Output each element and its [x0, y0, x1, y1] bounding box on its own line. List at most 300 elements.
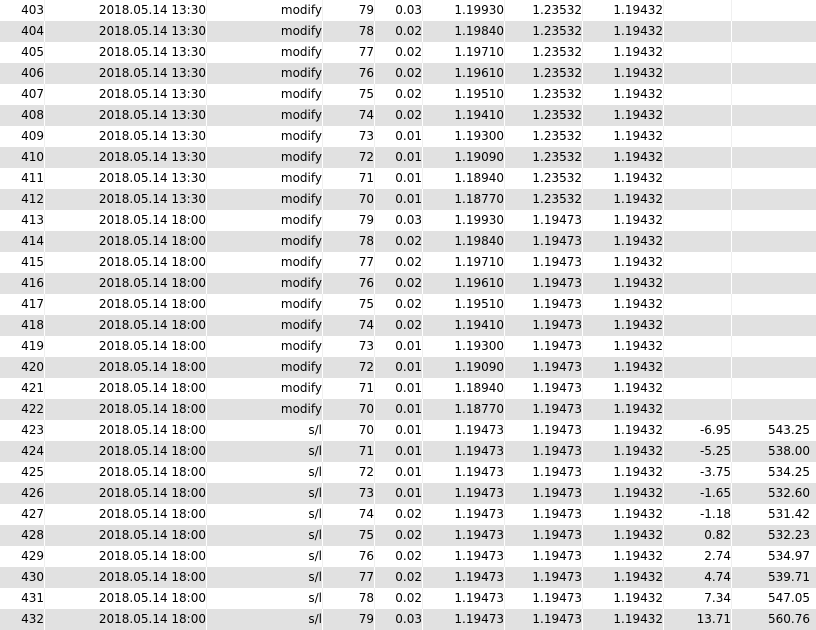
row-number-cell: 414 [0, 231, 45, 252]
type-cell: modify [208, 189, 323, 210]
table-row[interactable] [0, 21, 816, 42]
order-cell: 70 [324, 399, 375, 420]
order-cell: 78 [324, 588, 375, 609]
take-profit-cell: 1.19432 [584, 147, 664, 168]
profit-cell: -1.18 [665, 504, 732, 525]
price-cell: 1.18770 [424, 399, 505, 420]
size-cell: 0.02 [376, 567, 423, 588]
balance-cell: 532.23 [768, 528, 810, 542]
take-profit-cell: 1.19432 [584, 567, 664, 588]
table-row[interactable] [0, 252, 816, 273]
time-cell: 2018.05.14 18:00 [46, 525, 207, 546]
type-cell: modify [208, 21, 323, 42]
balance-cell [733, 252, 810, 273]
size-cell: 0.02 [376, 231, 423, 252]
table-row[interactable] [0, 189, 816, 210]
order-cell: 70 [324, 189, 375, 210]
type-cell: s/l [208, 504, 323, 525]
order-cell: 78 [324, 231, 375, 252]
balance-cell [733, 63, 810, 84]
time-cell: 2018.05.14 13:30 [46, 105, 207, 126]
type-cell: modify [208, 231, 323, 252]
price-cell: 1.19510 [424, 84, 505, 105]
row-number-cell: 417 [0, 294, 45, 315]
order-cell: 77 [324, 252, 375, 273]
table-row[interactable] [0, 84, 816, 105]
time-cell: 2018.05.14 18:00 [46, 504, 207, 525]
order-cell: 77 [324, 42, 375, 63]
price-cell: 1.19473 [424, 504, 505, 525]
table-row[interactable] [0, 168, 816, 189]
profit-cell: -3.75 [665, 462, 732, 483]
size-cell: 0.02 [376, 84, 423, 105]
type-cell: modify [208, 336, 323, 357]
type-cell: s/l [208, 441, 323, 462]
order-cell: 71 [324, 441, 375, 462]
balance-cell: 532.60 [768, 486, 810, 500]
price-cell: 1.19300 [424, 336, 505, 357]
type-cell: modify [208, 168, 323, 189]
size-cell: 0.01 [376, 483, 423, 504]
row-number-cell: 403 [0, 0, 45, 21]
order-cell: 78 [324, 21, 375, 42]
type-cell: modify [208, 378, 323, 399]
row-number-cell: 412 [0, 189, 45, 210]
take-profit-cell: 1.19432 [584, 336, 664, 357]
type-cell: modify [208, 0, 323, 21]
balance-cell [733, 294, 810, 315]
price-cell: 1.18770 [424, 189, 505, 210]
order-cell: 76 [324, 63, 375, 84]
profit-cell: -6.95 [665, 420, 732, 441]
profit-cell [665, 252, 732, 273]
row-number-cell: 418 [0, 315, 45, 336]
table-row[interactable] [0, 525, 816, 546]
price-cell: 1.19510 [424, 294, 505, 315]
size-cell: 0.01 [376, 441, 423, 462]
table-row[interactable] [0, 273, 816, 294]
time-cell: 2018.05.14 13:30 [46, 63, 207, 84]
take-profit-cell: 1.19432 [584, 252, 664, 273]
table-row[interactable] [0, 357, 816, 378]
profit-cell [665, 273, 732, 294]
size-cell: 0.02 [376, 546, 423, 567]
size-cell: 0.03 [376, 609, 423, 630]
stop-loss-cell: 1.23532 [506, 168, 583, 189]
time-cell: 2018.05.14 13:30 [46, 21, 207, 42]
type-cell: s/l [208, 462, 323, 483]
stop-loss-cell: 1.23532 [506, 189, 583, 210]
profit-cell [665, 231, 732, 252]
type-cell: modify [208, 357, 323, 378]
stop-loss-cell: 1.19473 [506, 315, 583, 336]
stop-loss-cell: 1.23532 [506, 42, 583, 63]
order-cell: 76 [324, 546, 375, 567]
price-cell: 1.19840 [424, 231, 505, 252]
profit-cell [665, 168, 732, 189]
row-number-cell: 406 [0, 63, 45, 84]
time-cell: 2018.05.14 18:00 [46, 441, 207, 462]
take-profit-cell: 1.19432 [584, 63, 664, 84]
row-number-cell: 431 [0, 588, 45, 609]
balance-cell [733, 126, 810, 147]
price-cell: 1.19930 [424, 210, 505, 231]
size-cell: 0.02 [376, 105, 423, 126]
size-cell: 0.01 [376, 462, 423, 483]
time-cell: 2018.05.14 18:00 [46, 378, 207, 399]
type-cell: modify [208, 105, 323, 126]
time-cell: 2018.05.14 13:30 [46, 42, 207, 63]
size-cell: 0.01 [376, 147, 423, 168]
price-cell: 1.19410 [424, 315, 505, 336]
order-cell: 75 [324, 294, 375, 315]
time-cell: 2018.05.14 18:00 [46, 315, 207, 336]
order-cell: 70 [324, 420, 375, 441]
stop-loss-cell: 1.23532 [506, 147, 583, 168]
stop-loss-cell: 1.23532 [506, 84, 583, 105]
take-profit-cell: 1.19432 [584, 42, 664, 63]
time-cell: 2018.05.14 13:30 [46, 84, 207, 105]
take-profit-cell: 1.19432 [584, 588, 664, 609]
size-cell: 0.02 [376, 588, 423, 609]
table-row[interactable] [0, 441, 816, 462]
profit-cell: 4.74 [665, 567, 732, 588]
time-cell: 2018.05.14 18:00 [46, 273, 207, 294]
profit-cell [665, 84, 732, 105]
stop-loss-cell: 1.23532 [506, 0, 583, 21]
stop-loss-cell: 1.23532 [506, 21, 583, 42]
profit-cell [665, 294, 732, 315]
size-cell: 0.01 [376, 357, 423, 378]
row-number-cell: 424 [0, 441, 45, 462]
size-cell: 0.03 [376, 0, 423, 21]
take-profit-cell: 1.19432 [584, 21, 664, 42]
size-cell: 0.01 [376, 378, 423, 399]
order-cell: 74 [324, 315, 375, 336]
table-row[interactable] [0, 588, 816, 609]
price-cell: 1.19473 [424, 483, 505, 504]
balance-cell: 534.25 [768, 465, 810, 479]
row-number-cell: 421 [0, 378, 45, 399]
price-cell: 1.19473 [424, 546, 505, 567]
balance-cell: 539.71 [768, 570, 810, 584]
type-cell: s/l [208, 525, 323, 546]
price-cell: 1.19410 [424, 105, 505, 126]
order-cell: 73 [324, 483, 375, 504]
order-cell: 74 [324, 105, 375, 126]
take-profit-cell: 1.19432 [584, 126, 664, 147]
stop-loss-cell: 1.19473 [506, 378, 583, 399]
type-cell: modify [208, 315, 323, 336]
take-profit-cell: 1.19432 [584, 0, 664, 21]
profit-cell: 0.82 [665, 525, 732, 546]
type-cell: s/l [208, 420, 323, 441]
time-cell: 2018.05.14 13:30 [46, 168, 207, 189]
type-cell: modify [208, 42, 323, 63]
size-cell: 0.02 [376, 294, 423, 315]
profit-cell [665, 126, 732, 147]
balance-cell [733, 21, 810, 42]
profit-cell [665, 210, 732, 231]
price-cell: 1.19610 [424, 63, 505, 84]
stop-loss-cell: 1.19473 [506, 546, 583, 567]
profit-cell: -5.25 [665, 441, 732, 462]
time-cell: 2018.05.14 18:00 [46, 399, 207, 420]
order-cell: 77 [324, 567, 375, 588]
price-cell: 1.19090 [424, 357, 505, 378]
order-cell: 73 [324, 336, 375, 357]
table-row[interactable] [0, 462, 816, 483]
balance-cell: 538.00 [768, 444, 810, 458]
price-cell: 1.19473 [424, 420, 505, 441]
order-cell: 75 [324, 84, 375, 105]
size-cell: 0.02 [376, 42, 423, 63]
type-cell: s/l [208, 483, 323, 504]
size-cell: 0.02 [376, 315, 423, 336]
profit-cell: 2.74 [665, 546, 732, 567]
profit-cell [665, 42, 732, 63]
balance-cell [733, 168, 810, 189]
row-number-cell: 408 [0, 105, 45, 126]
time-cell: 2018.05.14 18:00 [46, 609, 207, 630]
table-row[interactable] [0, 105, 816, 126]
time-cell: 2018.05.14 18:00 [46, 210, 207, 231]
time-cell: 2018.05.14 18:00 [46, 462, 207, 483]
balance-cell [733, 210, 810, 231]
profit-cell [665, 336, 732, 357]
table-row[interactable] [0, 420, 816, 441]
price-cell: 1.19300 [424, 126, 505, 147]
table-row[interactable] [0, 567, 816, 588]
type-cell: s/l [208, 588, 323, 609]
take-profit-cell: 1.19432 [584, 420, 664, 441]
row-number-cell: 428 [0, 525, 45, 546]
order-cell: 79 [324, 210, 375, 231]
type-cell: modify [208, 294, 323, 315]
take-profit-cell: 1.19432 [584, 441, 664, 462]
type-cell: modify [208, 126, 323, 147]
balance-cell: 531.42 [768, 507, 810, 521]
row-number-cell: 407 [0, 84, 45, 105]
profit-cell [665, 63, 732, 84]
order-cell: 73 [324, 126, 375, 147]
size-cell: 0.01 [376, 399, 423, 420]
take-profit-cell: 1.19432 [584, 189, 664, 210]
row-number-cell: 410 [0, 147, 45, 168]
size-cell: 0.03 [376, 210, 423, 231]
time-cell: 2018.05.14 13:30 [46, 126, 207, 147]
table-row[interactable] [0, 483, 816, 504]
row-number-cell: 404 [0, 21, 45, 42]
table-row[interactable] [0, 315, 816, 336]
type-cell: modify [208, 84, 323, 105]
time-cell: 2018.05.14 18:00 [46, 420, 207, 441]
time-cell: 2018.05.14 18:00 [46, 567, 207, 588]
row-number-cell: 413 [0, 210, 45, 231]
balance-cell: 547.05 [768, 591, 810, 605]
price-cell: 1.18940 [424, 168, 505, 189]
order-cell: 79 [324, 0, 375, 21]
order-cell: 71 [324, 378, 375, 399]
type-cell: modify [208, 252, 323, 273]
take-profit-cell: 1.19432 [584, 462, 664, 483]
size-cell: 0.02 [376, 252, 423, 273]
balance-cell [733, 147, 810, 168]
order-cell: 71 [324, 168, 375, 189]
stop-loss-cell: 1.19473 [506, 462, 583, 483]
balance-cell [733, 399, 810, 420]
profit-cell [665, 147, 732, 168]
time-cell: 2018.05.14 18:00 [46, 294, 207, 315]
size-cell: 0.01 [376, 420, 423, 441]
size-cell: 0.01 [376, 189, 423, 210]
balance-cell [733, 357, 810, 378]
take-profit-cell: 1.19432 [584, 504, 664, 525]
time-cell: 2018.05.14 18:00 [46, 588, 207, 609]
time-cell: 2018.05.14 18:00 [46, 357, 207, 378]
order-cell: 72 [324, 147, 375, 168]
take-profit-cell: 1.19432 [584, 378, 664, 399]
table-row[interactable] [0, 378, 816, 399]
type-cell: modify [208, 63, 323, 84]
price-cell: 1.19930 [424, 0, 505, 21]
type-cell: modify [208, 273, 323, 294]
row-number-cell: 416 [0, 273, 45, 294]
price-cell: 1.19610 [424, 273, 505, 294]
stop-loss-cell: 1.23532 [506, 63, 583, 84]
table-row[interactable] [0, 504, 816, 525]
table-row[interactable] [0, 294, 816, 315]
price-cell: 1.19473 [424, 567, 505, 588]
type-cell: modify [208, 399, 323, 420]
size-cell: 0.02 [376, 525, 423, 546]
price-cell: 1.19473 [424, 525, 505, 546]
price-cell: 1.19090 [424, 147, 505, 168]
stop-loss-cell: 1.23532 [506, 105, 583, 126]
size-cell: 0.01 [376, 168, 423, 189]
profit-cell [665, 315, 732, 336]
price-cell: 1.19710 [424, 252, 505, 273]
stop-loss-cell: 1.23532 [506, 126, 583, 147]
take-profit-cell: 1.19432 [584, 546, 664, 567]
take-profit-cell: 1.19432 [584, 84, 664, 105]
take-profit-cell: 1.19432 [584, 231, 664, 252]
stop-loss-cell: 1.19473 [506, 525, 583, 546]
table-row[interactable] [0, 147, 816, 168]
time-cell: 2018.05.14 18:00 [46, 483, 207, 504]
time-cell: 2018.05.14 18:00 [46, 336, 207, 357]
stop-loss-cell: 1.19473 [506, 588, 583, 609]
balance-cell: 534.97 [768, 549, 810, 563]
profit-cell [665, 21, 732, 42]
order-cell: 72 [324, 462, 375, 483]
type-cell: s/l [208, 567, 323, 588]
row-number-cell: 423 [0, 420, 45, 441]
table-row[interactable] [0, 399, 816, 420]
profit-cell: 7.34 [665, 588, 732, 609]
table-row[interactable] [0, 42, 816, 63]
take-profit-cell: 1.19432 [584, 525, 664, 546]
stop-loss-cell: 1.19473 [506, 357, 583, 378]
row-number-cell: 420 [0, 357, 45, 378]
table-row[interactable] [0, 0, 816, 21]
balance-cell [733, 231, 810, 252]
order-cell: 74 [324, 504, 375, 525]
stop-loss-cell: 1.19473 [506, 399, 583, 420]
profit-cell [665, 189, 732, 210]
price-cell: 1.19473 [424, 609, 505, 630]
balance-cell [733, 105, 810, 126]
stop-loss-cell: 1.19473 [506, 252, 583, 273]
row-number-cell: 425 [0, 462, 45, 483]
balance-cell: 560.76 [768, 612, 810, 626]
balance-cell [733, 84, 810, 105]
balance-cell [733, 378, 810, 399]
take-profit-cell: 1.19432 [584, 609, 664, 630]
take-profit-cell: 1.19432 [584, 483, 664, 504]
row-number-cell: 411 [0, 168, 45, 189]
price-cell: 1.18940 [424, 378, 505, 399]
size-cell: 0.01 [376, 126, 423, 147]
row-number-cell: 422 [0, 399, 45, 420]
take-profit-cell: 1.19432 [584, 357, 664, 378]
size-cell: 0.02 [376, 504, 423, 525]
stop-loss-cell: 1.19473 [506, 294, 583, 315]
price-cell: 1.19473 [424, 588, 505, 609]
balance-cell [733, 273, 810, 294]
row-number-cell: 415 [0, 252, 45, 273]
take-profit-cell: 1.19432 [584, 399, 664, 420]
row-number-cell: 427 [0, 504, 45, 525]
stop-loss-cell: 1.19473 [506, 441, 583, 462]
table-row[interactable] [0, 546, 816, 567]
balance-cell [733, 336, 810, 357]
size-cell: 0.02 [376, 21, 423, 42]
table-row[interactable] [0, 231, 816, 252]
take-profit-cell: 1.19432 [584, 210, 664, 231]
profit-cell [665, 0, 732, 21]
price-cell: 1.19473 [424, 462, 505, 483]
time-cell: 2018.05.14 18:00 [46, 231, 207, 252]
row-number-cell: 429 [0, 546, 45, 567]
order-cell: 79 [324, 609, 375, 630]
stop-loss-cell: 1.19473 [506, 210, 583, 231]
table-row[interactable] [0, 63, 816, 84]
balance-cell [733, 42, 810, 63]
time-cell: 2018.05.14 18:00 [46, 546, 207, 567]
stop-loss-cell: 1.19473 [506, 231, 583, 252]
stop-loss-cell: 1.19473 [506, 609, 583, 630]
row-number-cell: 430 [0, 567, 45, 588]
balance-cell: 543.25 [768, 423, 810, 437]
time-cell: 2018.05.14 13:30 [46, 0, 207, 21]
time-cell: 2018.05.14 13:30 [46, 147, 207, 168]
take-profit-cell: 1.19432 [584, 105, 664, 126]
size-cell: 0.01 [376, 336, 423, 357]
stop-loss-cell: 1.19473 [506, 483, 583, 504]
price-cell: 1.19840 [424, 21, 505, 42]
table-row[interactable] [0, 336, 816, 357]
row-number-cell: 426 [0, 483, 45, 504]
size-cell: 0.02 [376, 273, 423, 294]
table-row[interactable] [0, 126, 816, 147]
time-cell: 2018.05.14 18:00 [46, 252, 207, 273]
take-profit-cell: 1.19432 [584, 273, 664, 294]
time-cell: 2018.05.14 13:30 [46, 189, 207, 210]
price-cell: 1.19710 [424, 42, 505, 63]
table-row[interactable] [0, 210, 816, 231]
take-profit-cell: 1.19432 [584, 294, 664, 315]
